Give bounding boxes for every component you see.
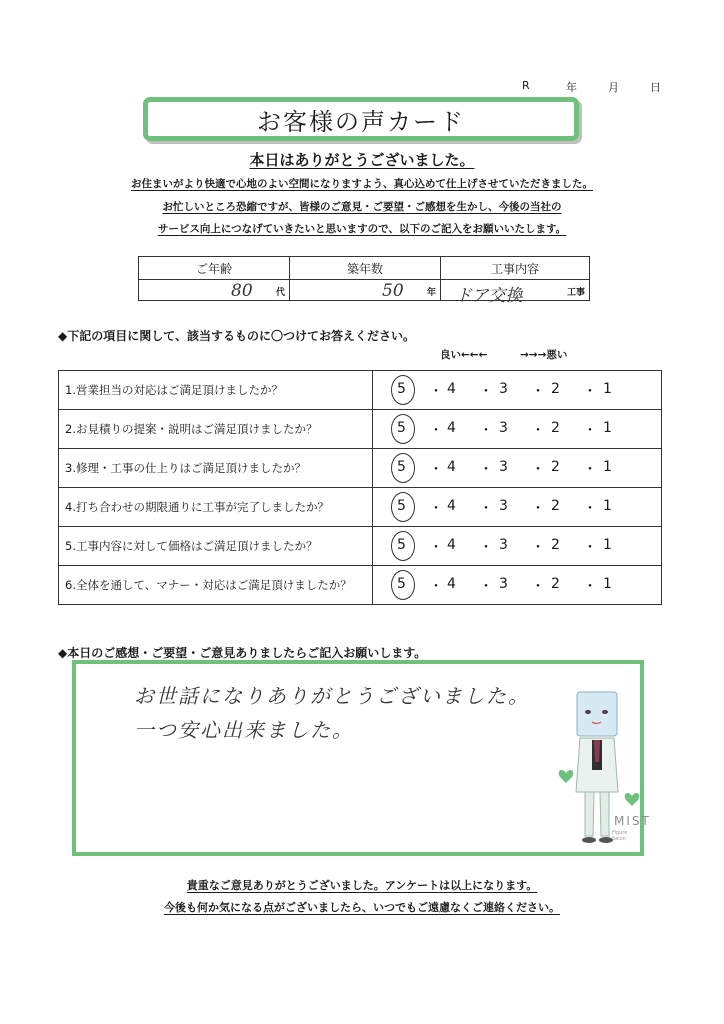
rating-option-3[interactable]: 3 (499, 576, 508, 592)
rating-option-1[interactable]: 1 (603, 420, 612, 436)
rating-row (59, 410, 662, 449)
rating-option-1[interactable]: 1 (603, 576, 612, 592)
rating-option-5[interactable]: 5 (397, 498, 406, 514)
work-unit: 工事 (566, 288, 585, 298)
rating-row (59, 371, 662, 410)
rating-separator: ・ (583, 384, 597, 400)
comment-instructions: ◆本日のご感想・ご要望・ご意見ありましたらご記入お願いします。 (58, 646, 427, 660)
rating-row (59, 527, 662, 566)
rating-option-4[interactable]: 4 (447, 537, 456, 553)
rating-separator: ・ (531, 579, 545, 595)
rating-separator: ・ (429, 501, 443, 517)
month-label: 月 (608, 81, 619, 94)
rating-option-2[interactable]: 2 (551, 576, 560, 592)
rating-row (59, 488, 662, 527)
reiwa-era-label: R (522, 79, 530, 92)
age-unit: 代 (275, 288, 285, 298)
scale-good-label: 良い←←← (440, 349, 488, 361)
rating-separator: ・ (479, 462, 493, 478)
work-header: 工事内容 (441, 257, 590, 280)
rating-separator: ・ (531, 384, 545, 400)
intro-line-1: お住まいがより快適で心地のよい空間になりますよう、真心込めて仕上げさせていただきました。 (131, 178, 593, 190)
rating-separator: ・ (583, 501, 597, 517)
rating-option-4[interactable]: 4 (447, 459, 456, 475)
rating-separator: ・ (583, 579, 597, 595)
year-label: 年 (566, 81, 577, 94)
rating-separator: ・ (429, 423, 443, 439)
rating-option-1[interactable]: 1 (603, 537, 612, 553)
rating-option-5[interactable]: 5 (397, 576, 406, 592)
date-fields (0, 79, 724, 97)
rating-option-4[interactable]: 4 (447, 576, 456, 592)
selected-rating-circle (391, 453, 415, 483)
rating-options (373, 527, 662, 566)
rating-separator: ・ (531, 501, 545, 517)
rating-option-2[interactable]: 2 (551, 537, 560, 553)
closing-line-1: 貴重なご意見ありがとうございました。アンケートは以上になります。 (186, 879, 538, 892)
rating-row (59, 449, 662, 488)
rating-separator: ・ (479, 579, 493, 595)
rating-question: 1.営業担当の対応はご満足頂けましたか？ (59, 371, 373, 410)
building-age-value: 50 (382, 281, 404, 301)
rating-options (373, 449, 662, 488)
rating-option-4[interactable]: 4 (447, 381, 456, 397)
work-value: ドア交換 (455, 286, 523, 306)
rating-options (373, 371, 662, 410)
rating-option-2[interactable]: 2 (551, 498, 560, 514)
rating-option-5[interactable]: 5 (397, 381, 406, 397)
rating-separator: ・ (583, 462, 597, 478)
day-label: 日 (650, 81, 661, 94)
selected-rating-circle (391, 375, 415, 405)
rating-separator: ・ (429, 579, 443, 595)
comment-box[interactable] (72, 660, 651, 856)
rating-option-3[interactable]: 3 (499, 537, 508, 553)
building-age-unit: 年 (426, 288, 436, 298)
rating-separator: ・ (479, 384, 493, 400)
rating-option-3[interactable]: 3 (499, 381, 508, 397)
age-header: ご年齢 (139, 257, 290, 280)
rating-separator: ・ (429, 384, 443, 400)
card-title: お客様の声カード (143, 97, 579, 141)
rating-option-5[interactable]: 5 (397, 537, 406, 553)
rating-separator: ・ (531, 423, 545, 439)
scale-bad-label: →→→悪い (520, 349, 568, 361)
survey-instructions: ◆下記の項目に関して、該当するものに〇つけてお答えください。 (58, 329, 415, 343)
rating-row (59, 566, 662, 605)
rating-option-4[interactable]: 4 (447, 498, 456, 514)
selected-rating-circle (391, 414, 415, 444)
rating-option-1[interactable]: 1 (603, 381, 612, 397)
rating-option-2[interactable]: 2 (551, 381, 560, 397)
rating-option-3[interactable]: 3 (499, 459, 508, 475)
rating-question: 4.打ち合わせの期限通りに工事が完了しましたか？ (59, 488, 373, 527)
closing-line-2: 今後も何か気になる点がございましたら、いつでもご遠慮なくご連絡ください。 (164, 901, 560, 914)
rating-separator: ・ (479, 501, 493, 517)
building-age-header: 築年数 (290, 257, 441, 280)
comment-line-1: お世話になりありがとうございました。 (134, 684, 530, 708)
selected-rating-circle (391, 531, 415, 561)
age-value: 80 (231, 281, 253, 301)
rating-separator: ・ (429, 462, 443, 478)
rating-option-4[interactable]: 4 (447, 420, 456, 436)
rating-option-3[interactable]: 3 (499, 498, 508, 514)
rating-separator: ・ (479, 423, 493, 439)
rating-table (58, 370, 662, 605)
rating-option-1[interactable]: 1 (603, 498, 612, 514)
rating-question: 3.修理・工事の仕上りはご満足頂けましたか？ (59, 449, 373, 488)
intro-line-3: サービス向上につなげていきたいと思いますので、以下のご記入をお願いいたします。 (157, 223, 567, 235)
rating-option-3[interactable]: 3 (499, 420, 508, 436)
rating-option-2[interactable]: 2 (551, 420, 560, 436)
thanks-heading: 本日はありがとうございました。 (249, 151, 475, 169)
building-age-cell[interactable] (290, 280, 441, 301)
intro-line-2: お忙しいところ恐縮ですが、皆様のご意見・ご要望・ご感想を生かし、今後の当社の (162, 201, 562, 213)
mascot-logo: MIST (614, 814, 651, 828)
rating-question: 5.工事内容に対して価格はご満足頂けましたか？ (59, 527, 373, 566)
rating-option-5[interactable]: 5 (397, 459, 406, 475)
rating-options (373, 488, 662, 527)
selected-rating-circle (391, 492, 415, 522)
age-cell[interactable] (139, 280, 290, 301)
work-cell[interactable] (441, 280, 590, 306)
rating-separator: ・ (479, 540, 493, 556)
rating-separator: ・ (429, 540, 443, 556)
selected-rating-circle (391, 570, 415, 600)
rating-separator: ・ (583, 423, 597, 439)
customer-info-table (138, 256, 590, 306)
rating-question: 2.お見積りの提案・説明はご満足頂けましたか？ (59, 410, 373, 449)
rating-options (373, 410, 662, 449)
rating-separator: ・ (583, 540, 597, 556)
mascot-logo-sub: Figure Salon (612, 830, 628, 842)
comment-line-2: 一つ安心出来ました。 (134, 718, 354, 742)
rating-separator: ・ (531, 540, 545, 556)
rating-question: 6.全体を通して、マナー・対応はご満足頂けましたか？ (59, 566, 373, 605)
rating-option-1[interactable]: 1 (603, 459, 612, 475)
rating-option-2[interactable]: 2 (551, 459, 560, 475)
rating-separator: ・ (531, 462, 545, 478)
rating-options (373, 566, 662, 605)
rating-option-5[interactable]: 5 (397, 420, 406, 436)
